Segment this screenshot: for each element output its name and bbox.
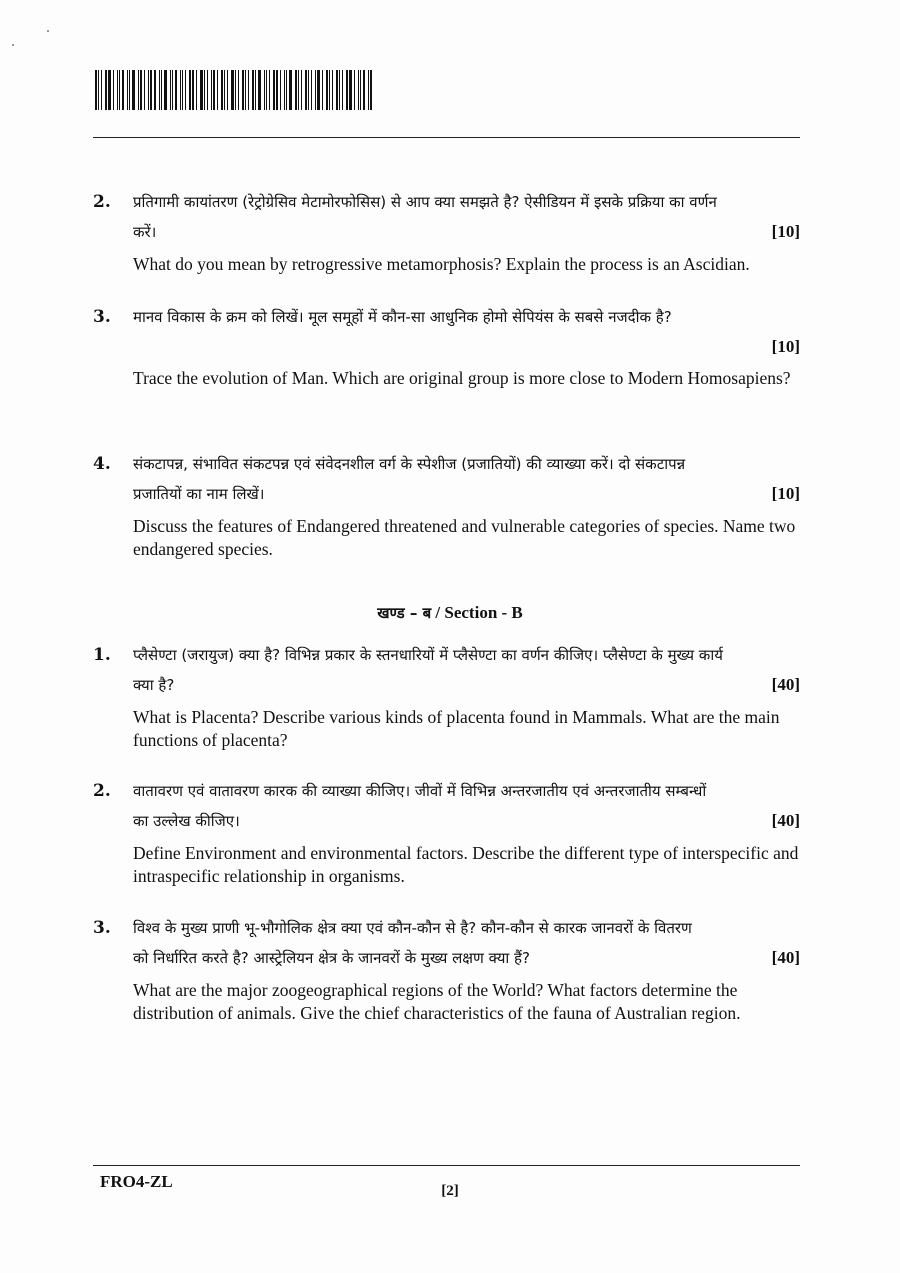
barcode-bar [211,70,212,110]
barcode-bar [132,70,135,110]
barcode-bar [200,70,203,110]
marks: [40] [771,948,800,967]
hindi-line: मानव विकास के क्रम को लिखें। मूल समूहों में कौन-सा आधुनिक होमो सेपियंस के सबसे नजदीक है? [133,308,672,326]
barcode-bar [248,70,249,110]
barcode-bar [144,70,145,110]
question-english: Define Environment and environmental factors. Describe the different type of interspecific and intraspecific relationship in organisms. [133,843,799,886]
question-hindi [133,450,800,509]
question-english: Discuss the features of Endangered threatened and vulnerable categories of species. Name two endangered species. [133,516,796,559]
barcode-bar [175,70,177,110]
barcode-bar [182,70,183,110]
marks: [40] [771,675,800,694]
barcode-bar [227,70,228,110]
barcode-bar [170,70,171,110]
question-hindi [133,777,800,836]
section-heading-hindi: खण्ड – ब [377,604,432,622]
barcode-bar [269,70,270,110]
barcode-bar [204,70,205,110]
section-heading-separator: / [431,603,445,622]
barcode-bar [298,70,299,110]
barcode-bar [354,70,355,110]
barcode-bar [172,70,173,110]
question-number: 1. [93,645,111,665]
marks: [40] [771,811,800,830]
barcode-bar [196,70,197,110]
question-english: What are the major zoogeographical regions of the World? What factors determine the distribution of animals. Give the chief characteristics of the fauna of Australian region. [133,980,741,1023]
barcode-bar [221,70,223,110]
barcode-bar [308,70,309,110]
barcode-bar [363,70,365,110]
barcode-bar [224,70,225,110]
barcode-bar [242,70,244,110]
question-hindi [133,303,800,361]
barcode-bar [322,70,323,110]
hindi-line: क्या है? [133,676,175,694]
hindi-line: प्लैसेण्टा (जरायुज) क्या है? विभिन्न प्रकार के स्तनधारियों में प्लैसेण्टा का वर्णन कीजिए। प्लैसेण्टा के मुख्य कार्य [133,646,723,664]
barcode-bar [98,70,99,110]
barcode-bar [217,70,218,110]
barcode-bar [326,70,328,110]
question-b-1 [93,641,800,752]
question-hindi [133,641,800,700]
barcode-bar [122,70,124,110]
marks: [10] [771,484,800,503]
barcode-bar [245,70,246,110]
barcode-bar [301,70,302,110]
barcode-bar [342,70,343,110]
barcode-bar [329,70,330,110]
barcode-bar [289,70,292,110]
barcode-bar [238,70,239,110]
question-hindi [133,188,800,247]
paper-code: FRO4-ZL [100,1172,173,1191]
question-b-3 [93,914,800,1025]
barcode-bar [113,70,114,110]
barcode-bar [140,70,142,110]
hindi-last-line [133,806,800,836]
barcode-bar [117,70,118,110]
hindi-line: विश्व के मुख्य प्राणी भू-भौगोलिक क्षेत्र क्या एवं कौन-कौन से है? कौन-कौन से कारक जानवरों के वितरण [133,919,692,937]
barcode-bar [129,70,130,110]
question-number: 2. [93,192,111,212]
barcode-bar [311,70,312,110]
barcode-bar [360,70,361,110]
barcode-bar [180,70,181,110]
question-a-2 [93,188,800,276]
barcode-bar [349,70,352,110]
barcode-bar [255,70,256,110]
barcode-bar [295,70,297,110]
barcode-bar [138,70,139,110]
section-heading [0,603,900,623]
barcode-bar [159,70,160,110]
question-english: What do you mean by retrogressive metamorphosis? Explain the process is an Ascidian. [133,254,750,274]
barcode-bar [101,70,102,110]
barcode-bar [370,70,372,110]
barcode-bar [119,70,120,110]
question-b-2 [93,777,800,888]
barcode-bar [95,70,97,110]
question-number: 2. [93,781,111,801]
question-number: 3. [93,918,111,938]
question-english: What is Placenta? Describe various kinds of placenta found in Mammals. What are the main functions of placenta? [133,707,780,750]
page-number: [2] [441,1183,459,1199]
barcode-bar [108,70,111,110]
footer-rule [93,1165,800,1166]
scan-speck [12,44,14,46]
barcode-bar [315,70,316,110]
hindi-last-line [133,479,800,509]
barcode-bar [305,70,307,110]
hindi-line: संकटापन्न, संभावित संकटपन्न एवं संवेदनशील वर्ग के स्पेशीज (प्रजातियों) की व्याख्या करें। दो संकटापन्न [133,455,686,473]
barcode-bar [231,70,234,110]
barcode-bar [252,70,254,110]
barcode-bar [280,70,281,110]
barcode-bar [207,70,208,110]
hindi-last-line [133,670,800,700]
barcode-bar [339,70,340,110]
hindi-line: को निर्धारित करते है? आस्ट्रेलियन क्षेत्र के जानवरों के मुख्य लक्षण क्या हैं? [133,949,530,967]
barcode-bar [346,70,348,110]
barcode-bar [317,70,320,110]
header-rule [93,137,800,138]
hindi-line: करें। [133,223,157,241]
barcode-bar [148,70,149,110]
barcode-bar [164,70,167,110]
barcode-bar [332,70,333,110]
barcode-bar [189,70,191,110]
barcode-bar [161,70,162,110]
question-a-4 [93,450,800,561]
barcode-bar [127,70,128,110]
barcode-bar [150,70,152,110]
barcode-bar [264,70,265,110]
barcode [95,70,375,110]
scan-speck [47,30,49,32]
hindi-line: वातावरण एवं वातावरण कारक की व्याख्या कीजिए। जीवों में विभिन्न अन्तरजातीय एवं अन्तरजातीय सम्बन्धों [133,782,707,800]
barcode-bar [284,70,285,110]
barcode-bar [258,70,261,110]
marks: [10] [771,222,800,241]
hindi-line: का उल्लेख कीजिए। [133,812,240,830]
barcode-bar [235,70,236,110]
barcode-bar [154,70,156,110]
hindi-last-line [133,217,800,247]
barcode-bar [286,70,287,110]
barcode-bar [185,70,186,110]
question-hindi [133,914,800,973]
barcode-bar [192,70,194,110]
question-english: Trace the evolution of Man. Which are original group is more close to Modern Homosapiens? [133,368,791,388]
hindi-line: प्रजातियों का नाम लिखें। [133,485,265,503]
question-number: 3. [93,307,111,327]
barcode-bar [105,70,107,110]
barcode-bar [336,70,338,110]
question-number: 4. [93,454,111,474]
section-heading-english: Section - B [444,603,523,622]
barcode-bar [273,70,275,110]
hindi-last-line [133,943,800,973]
barcode-bar [358,70,359,110]
barcode-bar [368,70,369,110]
barcode-bar [276,70,278,110]
hindi-line: प्रतिगामी कायांतरण (रेट्रोग्रेसिव मेटामोरफोसिस) से आप क्या समझते है? ऐसीडियन में इसके प्रक्रिया का वर्णन [133,193,717,211]
question-a-3 [93,303,800,390]
barcode-bar [213,70,215,110]
marks: [10] [771,337,800,356]
barcode-bar [266,70,267,110]
